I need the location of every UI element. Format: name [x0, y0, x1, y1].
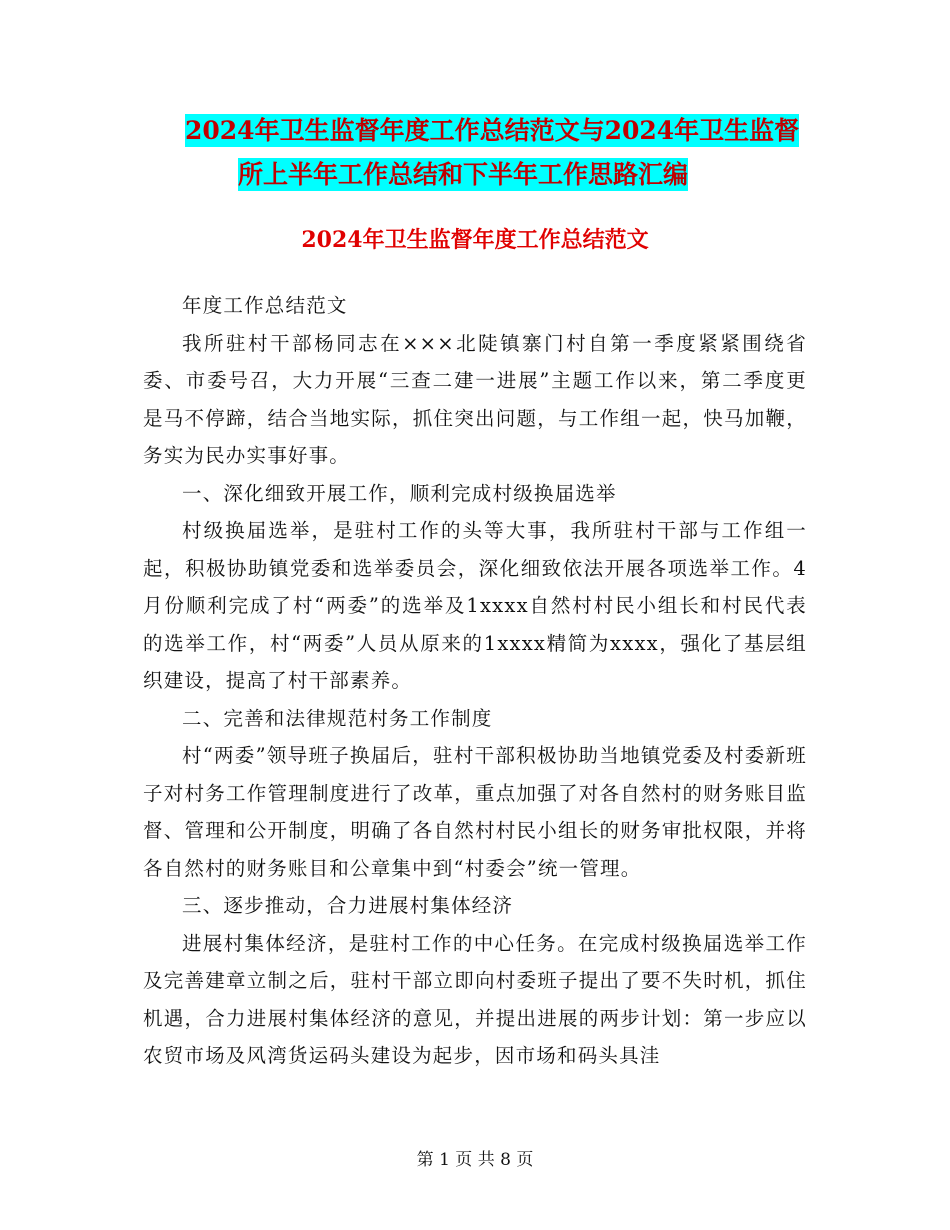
paragraph-heading: 三、逐步推动，合力进展村集体经济: [182, 894, 514, 917]
document-body: [143, 287, 807, 1075]
paragraph: 村级换届选举，是驻村工作的头等大事，我所驻村干部与工作组一起，积极协助镇党委和选举委员会，深化细致依法开展各项选举工作。4月份顺利完成了村“两委”的选举及1xxxx自然村村民小组长和村民代表的选举工作，村“两委”人员从原来的1xxxx精简为xxxx，强化了基层组织建设，提高了村干部素养。: [143, 519, 807, 692]
document-title-line-1: 2024年卫生监督年度工作总结范文与2024年卫生监督: [185, 116, 800, 145]
paragraph: 我所驻村干部杨同志在×××北陡镇寨门村自第一季度紧紧围绕省委、市委号召，大力开展“三查二建一进展”主题工作以来，第二季度更是马不停蹄，结合当地实际，抓住突出问题，与工作组一起，快马加鞭，务实为民办实事好事。: [143, 331, 807, 467]
section-title: 2024年卫生监督年度工作总结范文: [301, 227, 649, 253]
page-number-footer: 第 1 页 共 8 页: [416, 1150, 534, 1170]
paragraph: 年度工作总结范文: [182, 294, 348, 317]
paragraph-heading: 一、深化细致开展工作，顺利完成村级换届选举: [182, 481, 617, 505]
paragraph: 村“两委”领导班子换届后，驻村干部积极协助当地镇党委及村委新班子对村务工作管理制度进行了改革，重点加强了对各自然村的财务账目监督、管理和公开制度，明确了各自然村村民小组长的财务审批权限，并将各自然村的财务账目和公章集中到“村委会”统一管理。: [143, 744, 807, 880]
paragraph-heading: 二、完善和法律规范村务工作制度: [182, 706, 493, 730]
document-title-line-2: 所上半年工作总结和下半年工作思路汇编: [238, 160, 689, 189]
paragraph: 进展村集体经济，是驻村工作的中心任务。在完成村级换届选举工作及完善建章立制之后，驻村干部立即向村委班子提出了要不失时机，抓住机遇，合力进展村集体经济的意见，并提出进展的两步计划：第一步应以农贸市场及风湾货运码头建设为起步，因市场和码头具洼: [143, 931, 807, 1067]
